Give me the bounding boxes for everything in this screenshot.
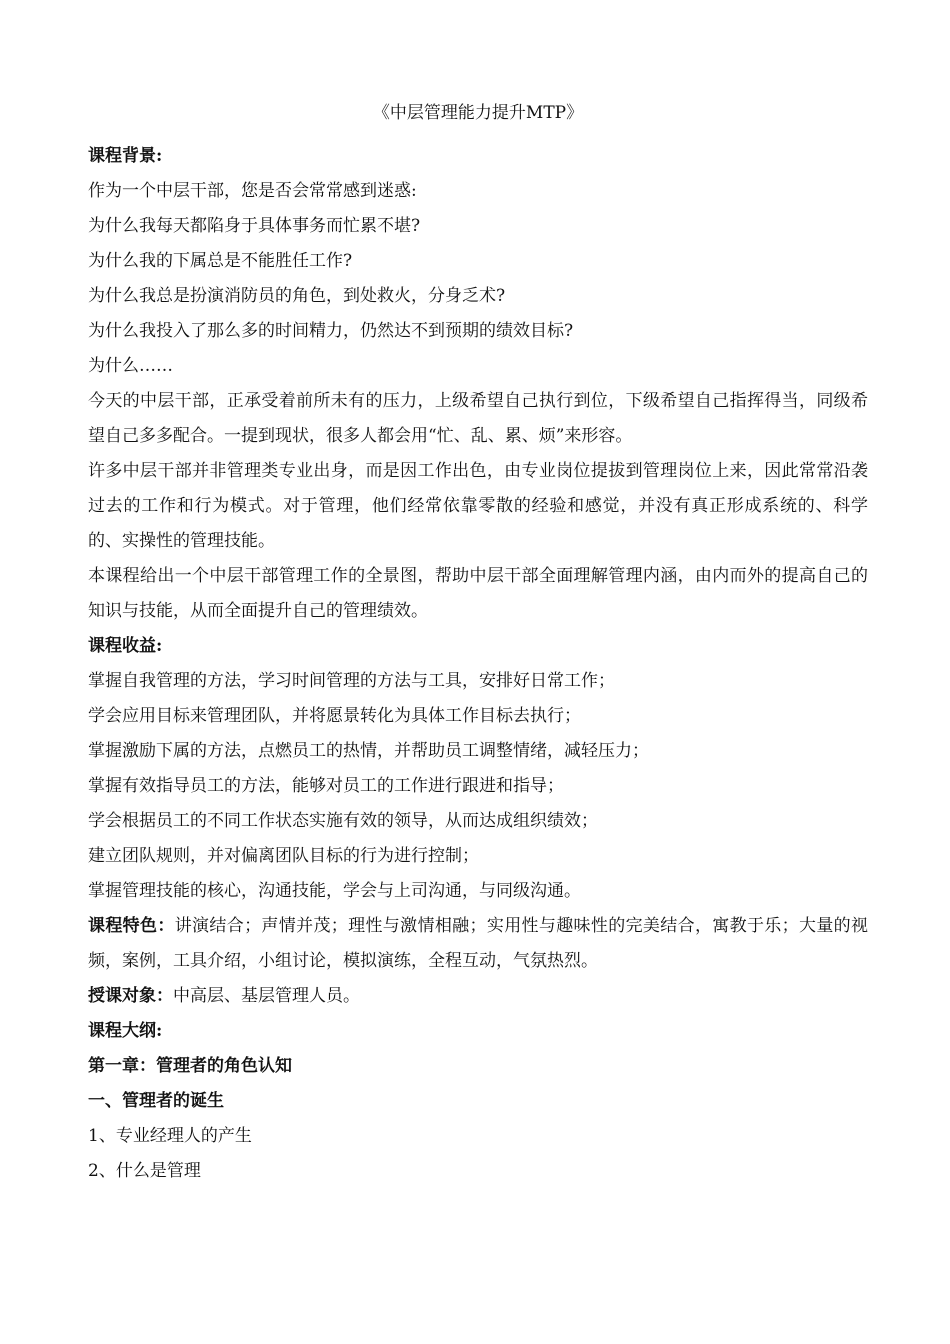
section-heading: 一、管理者的诞生 [88, 1091, 224, 1111]
audience-text: 中高层、基层管理人员。 [173, 986, 360, 1006]
background-heading: 课程背景: [88, 146, 163, 166]
features-text: 讲演结合；声情并茂；理性与激情相融；实用性与趣味性的完美结合，寓教于乐；大量的视频，案例，工具介绍，小组讨论，模拟演练，全程互动，气氛热烈。 [88, 916, 869, 971]
benefits-heading: 课程收益: [88, 636, 163, 656]
benefit-item: 掌握有效指导员工的方法，能够对员工的工作进行跟进和指导； [88, 776, 564, 796]
benefit-item: 建立团队规则，并对偏离团队目标的行为进行控制； [88, 846, 479, 866]
document-page [88, 96, 868, 1189]
features-paragraph [88, 909, 868, 979]
background-line: 作为一个中层干部，您是否会常常感到迷惑: [88, 181, 417, 201]
benefit-item: 学会根据员工的不同工作状态实施有效的领导，从而达成组织绩效； [88, 811, 598, 831]
background-line: 为什么我投入了那么多的时间精力，仍然达不到预期的绩效目标? [88, 321, 574, 341]
outline-item: 2、什么是管理 [88, 1161, 201, 1181]
outline-item: 1、专业经理人的产生 [88, 1126, 252, 1146]
features-label: 课程特色： [88, 916, 175, 936]
background-paragraph: 本课程给出一个中层干部管理工作的全景图，帮助中层干部全面理解管理内涵，由内而外的提高自己的知识与技能，从而全面提升自己的管理绩效。 [88, 566, 868, 621]
background-line: 为什么我的下属总是不能胜任工作? [88, 251, 353, 271]
document-title: 《中层管理能力提升MTP》 [372, 103, 584, 123]
benefit-item: 掌握激励下属的方法，点燃员工的热情，并帮助员工调整情绪，减轻压力； [88, 741, 649, 761]
benefit-item: 掌握自我管理的方法，学习时间管理的方法与工具，安排好日常工作； [88, 671, 615, 691]
background-line: 为什么…… [88, 356, 173, 376]
background-line: 为什么我每天都陷身于具体事务而忙累不堪? [88, 216, 421, 236]
background-paragraph: 许多中层干部并非管理类专业出身，而是因工作出色，由专业岗位提拔到管理岗位上来，因此常常沿袭过去的工作和行为模式。对于管理，他们经常依靠零散的经验和感觉，并没有真正形成系统的、科学的、实操性的管理技能。 [88, 461, 868, 551]
chapter-heading: 第一章：管理者的角色认知 [88, 1056, 292, 1076]
benefit-item: 学会应用目标来管理团队，并将愿景转化为具体工作目标去执行； [88, 706, 581, 726]
audience-label: 授课对象： [88, 986, 173, 1006]
background-line: 为什么我总是扮演消防员的角色，到处救火，分身乏术? [88, 286, 506, 306]
benefit-item: 掌握管理技能的核心，沟通技能，学会与上司沟通，与同级沟通。 [88, 881, 581, 901]
audience-paragraph [88, 979, 868, 1014]
outline-heading: 课程大纲: [88, 1021, 163, 1041]
background-paragraph: 今天的中层干部，正承受着前所未有的压力，上级希望自己执行到位，下级希望自己指挥得当，同级希望自己多多配合。一提到现状，很多人都会用“忙、乱、累、烦”来形容。 [88, 391, 868, 446]
